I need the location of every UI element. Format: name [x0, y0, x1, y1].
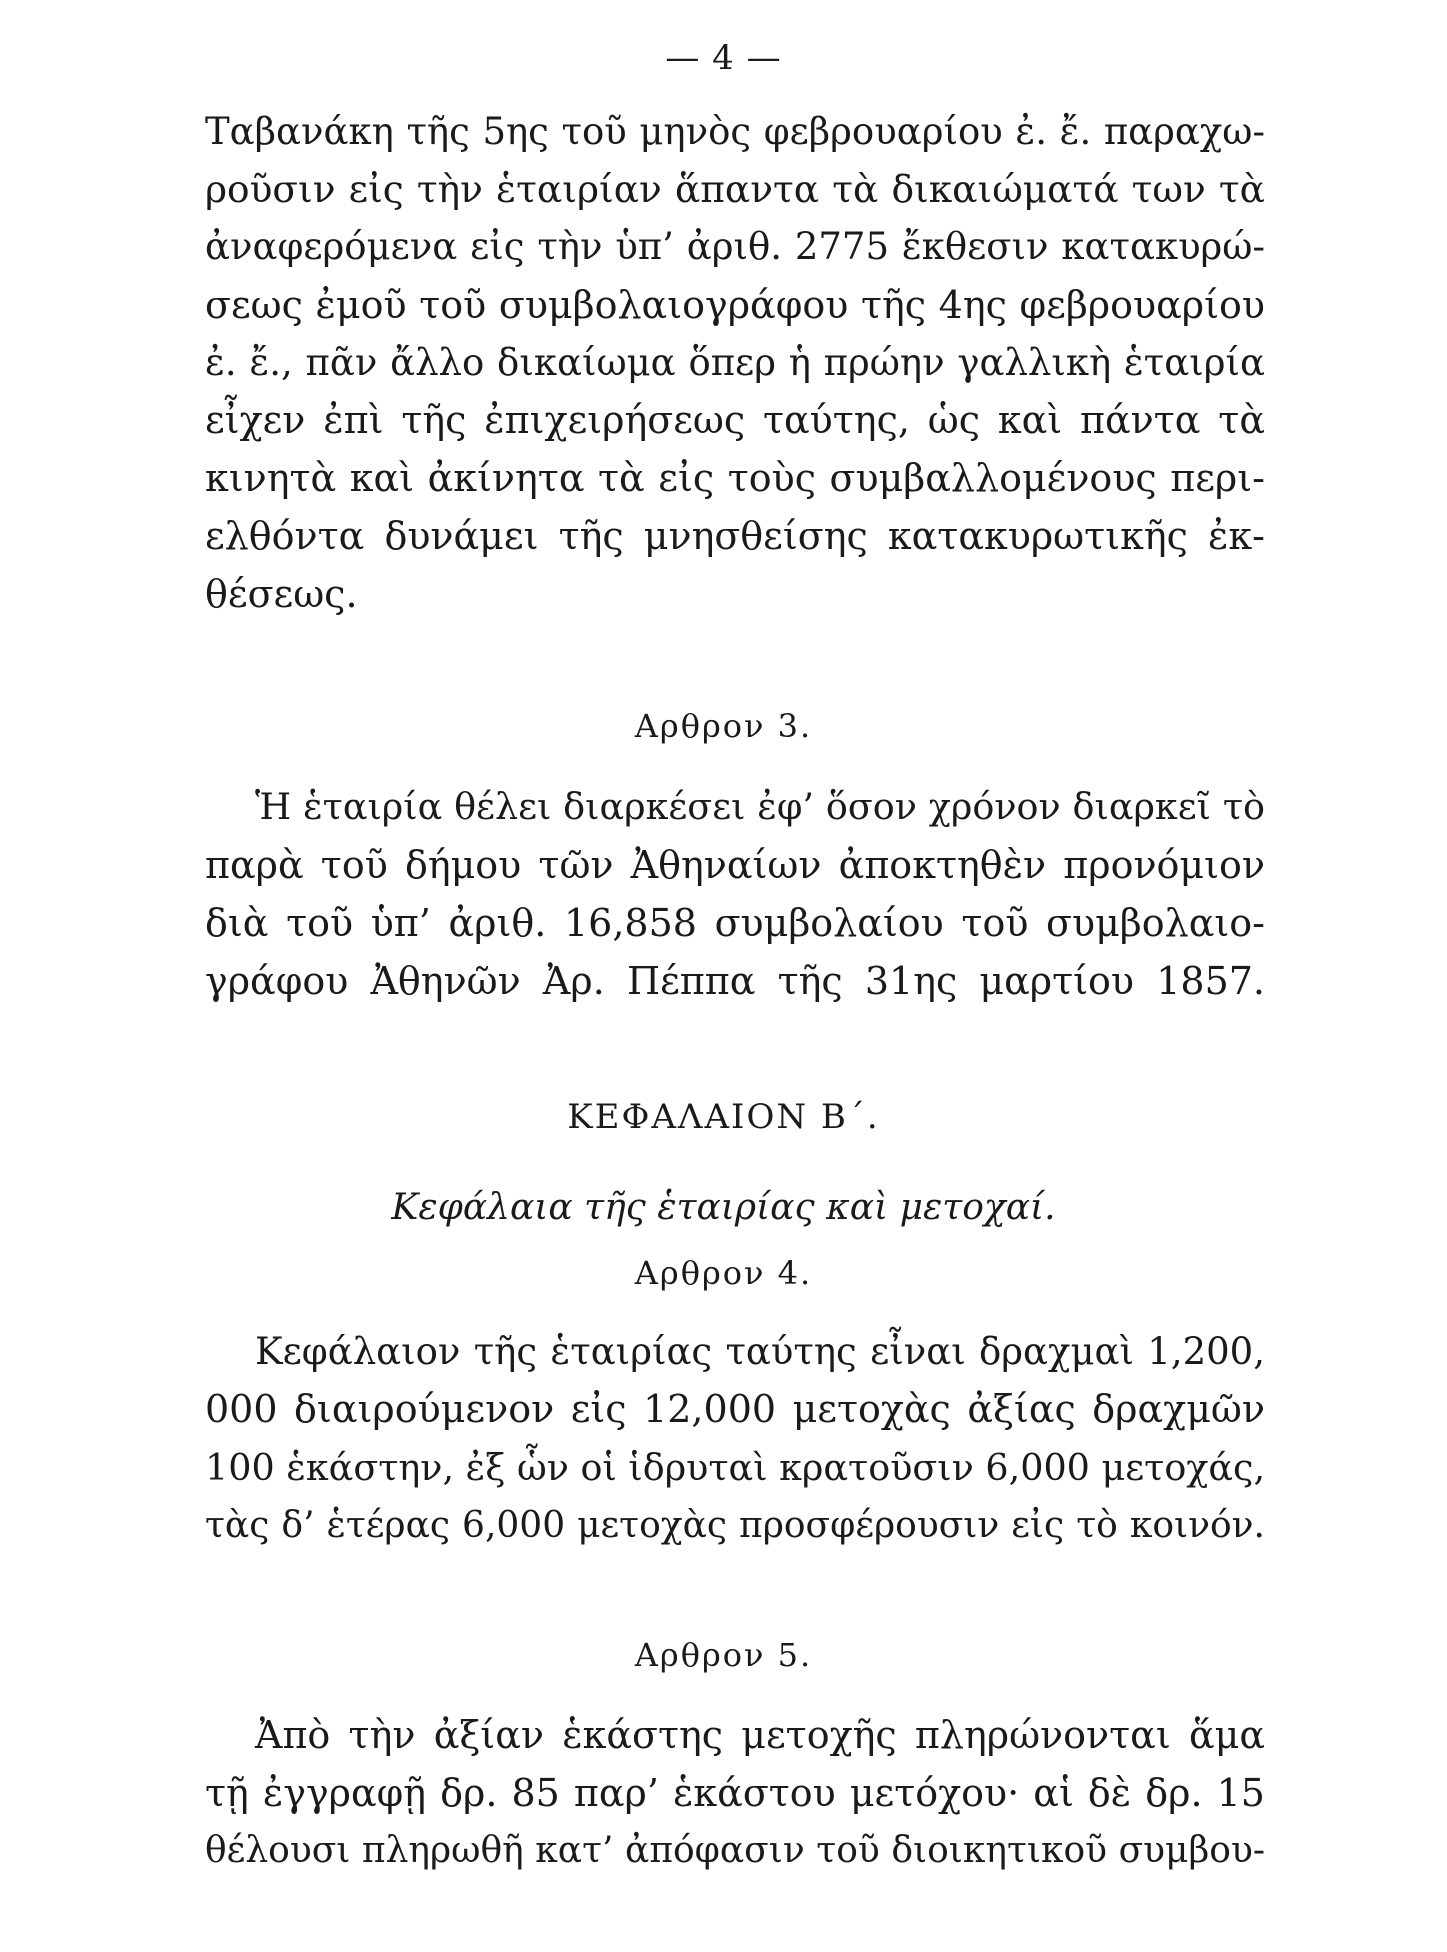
paragraph-1-line-7: κινητὰ καὶ ἀκίνητα τὰ εἰς τοὺς συμβαλλομένους περι-: [205, 456, 1265, 500]
chapter-heading: ΚΕΦΑΛΑΙΟΝ Β΄.: [567, 1097, 880, 1137]
article-3-line-3: διὰ τοῦ ὑπ’ ἀριθ. 16,858 συμβολαίου τοῦ συμβολαιο-: [205, 901, 1265, 945]
paragraph-1-line-1: Ταβανάκη τῆς 5ης τοῦ μηνὸς φεβρουαρίου ἐ. ἔ. παραχω-: [205, 110, 1265, 153]
article-5-line-3: θέλουσι πληρωθῆ κατ’ ἀπόφασιν τοῦ διοικητικοῦ συμβου-: [205, 1830, 1265, 1871]
article-5-line-2: τῇ ἐγγραφῇ δρ. 85 παρ’ ἑκάστου μετόχου· αἱ δὲ δρ. 15: [205, 1771, 1265, 1815]
chapter-subtitle: Κεφάλαια τῆς ἑταιρίας καὶ μετοχαί.: [391, 1187, 1056, 1228]
paragraph-1-line-6: εἶχεν ἐπὶ τῆς ἐπιχειρήσεως ταύτης, ὡς καὶ πάντα τὰ: [205, 398, 1265, 442]
article-4-line-1: Κεφάλαιον τῆς ἑταιρίας ταύτης εἶναι δραχμαὶ 1,200,: [255, 1330, 1265, 1373]
article-4-heading: Αρθρον 4.: [634, 1254, 813, 1292]
article-3-line-2: παρὰ τοῦ δήμου τῶν Ἀθηναίων ἀποκτηθὲν προνόμιον: [205, 843, 1265, 887]
paragraph-1-line-2: ροῦσιν εἰς τὴν ἑταιρίαν ἅπαντα τὰ δικαιώματά των τὰ: [205, 167, 1265, 211]
paragraph-1-line-5: ἐ. ἔ., πᾶν ἄλλο δικαίωμα ὅπερ ἡ πρώην γαλλικὴ ἑταιρία: [205, 341, 1265, 384]
article-3-line-4: γράφου Ἀθηνῶν Ἀρ. Πέππα τῆς 31ης μαρτίου 1857.: [205, 959, 1265, 1003]
article-4-line-4: τὰς δ’ ἑτέρας 6,000 μετοχὰς προσφέρουσιν εἰς τὸ κοινόν.: [205, 1505, 1265, 1546]
article-4-line-2: 000 διαιρούμενον εἰς 12,000 μετοχὰς ἀξίας δραχμῶν: [205, 1387, 1265, 1431]
paragraph-1-line-8: ελθόντα δυνάμει τῆς μνησθείσης κατακυρωτικῆς ἐκ-: [205, 514, 1265, 558]
article-3-heading: Αρθρον 3.: [634, 707, 813, 745]
paragraph-1-line-3: ἀναφερόμενα εἰς τὴν ὑπ’ ἀριθ. 2775 ἔκθεσιν κατακυρώ-: [205, 225, 1265, 268]
article-5-heading: Αρθρον 5.: [634, 1636, 813, 1674]
paragraph-1-line-4: σεως ἐμοῦ τοῦ συμβολαιογράφου τῆς 4ης φεβρουαρίου: [205, 283, 1265, 327]
article-4-line-3: 100 ἑκάστην, ἐξ ὧν οἱ ἱδρυταὶ κρατοῦσιν 6,000 μετοχάς,: [205, 1446, 1266, 1489]
article-3-line-1: Ἡ ἑταιρία θέλει διαρκέσει ἐφ’ ὅσον χρόνον διαρκεῖ τὸ: [255, 785, 1265, 828]
page-number: — 4 —: [665, 38, 782, 78]
article-5-line-1: Ἀπὸ τὴν ἀξίαν ἑκάστης μετοχῆς πληρώνονται ἅμα: [255, 1713, 1265, 1757]
paragraph-1-line-9: θέσεως.: [205, 572, 358, 616]
